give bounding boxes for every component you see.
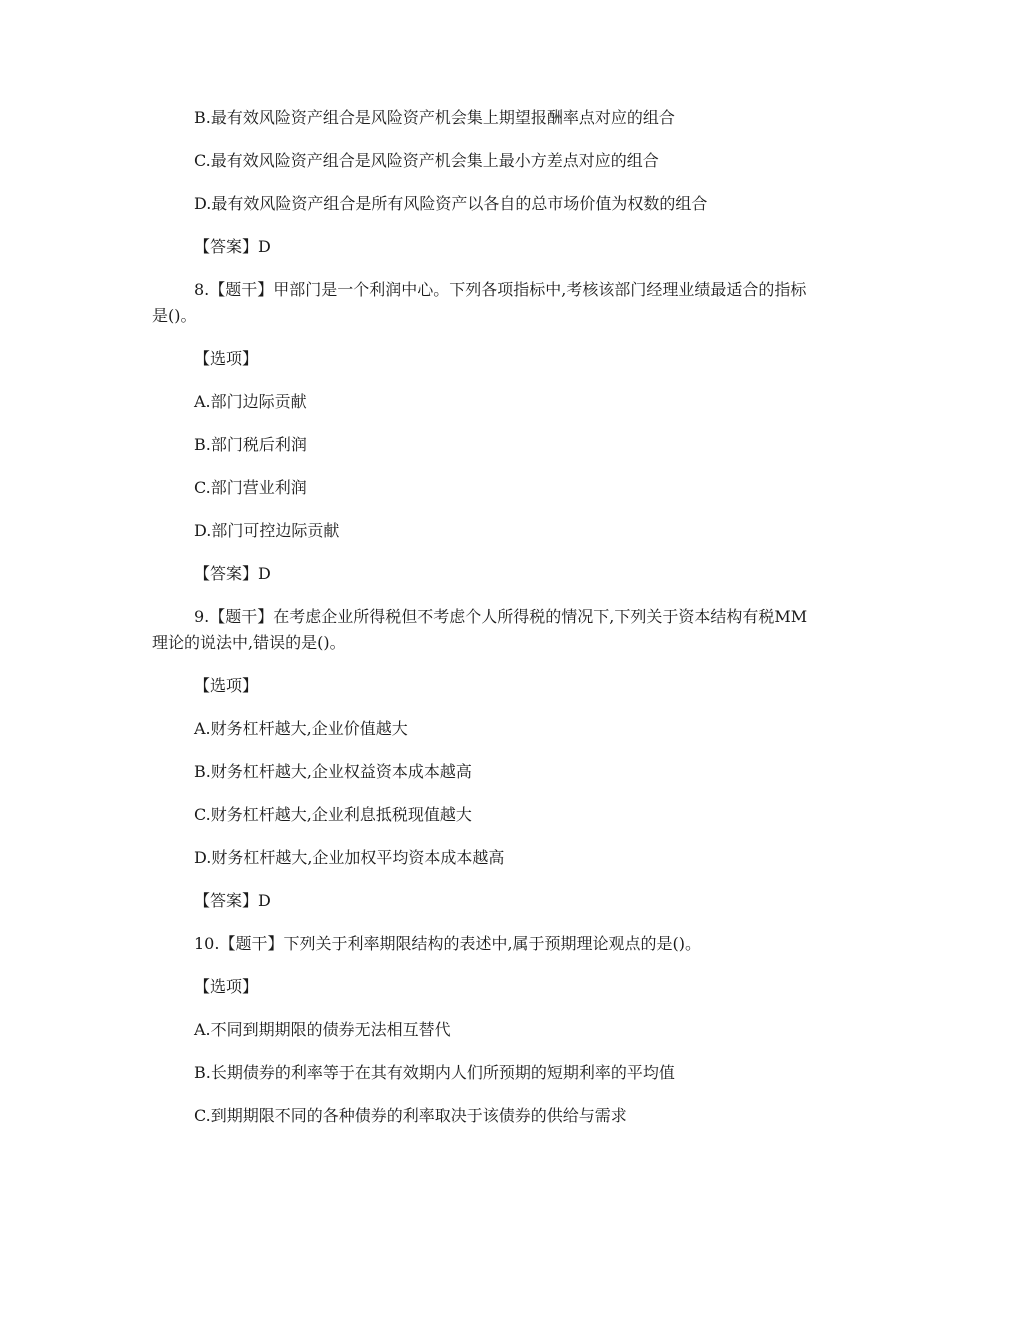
q9-option-a: A.财务杠杆越大,企业价值越大 bbox=[194, 719, 408, 738]
q8-option-b: B.部门税后利润 bbox=[194, 435, 307, 454]
q9-stem-line2: 理论的说法中,错误的是()。 bbox=[152, 633, 346, 652]
q7-option-b: B.最有效风险资产组合是风险资产机会集上期望报酬率点对应的组合 bbox=[194, 108, 675, 127]
q8-option-d: D.部门可控边际贡献 bbox=[194, 521, 340, 540]
q7-answer: 【答案】D bbox=[194, 237, 271, 256]
q10-option-c: C.到期期限不同的各种债券的利率取决于该债券的供给与需求 bbox=[194, 1106, 627, 1125]
q8-answer: 【答案】D bbox=[194, 564, 271, 583]
q10-option-b: B.长期债券的利率等于在其有效期内人们所预期的短期利率的平均值 bbox=[194, 1063, 675, 1082]
q9-option-c: C.财务杠杆越大,企业利息抵税现值越大 bbox=[194, 805, 472, 824]
q9-answer: 【答案】D bbox=[194, 891, 271, 910]
q8-stem-line2: 是()。 bbox=[152, 306, 197, 325]
q8-options-label: 【选项】 bbox=[194, 349, 259, 368]
q8-stem-line1: 8.【题干】甲部门是一个利润中心。下列各项指标中,考核该部门经理业绩最适合的指标 bbox=[194, 280, 807, 299]
q10-options-label: 【选项】 bbox=[194, 977, 259, 996]
q7-option-d: D.最有效风险资产组合是所有风险资产以各自的总市场价值为权数的组合 bbox=[194, 194, 708, 213]
q8-option-c: C.部门营业利润 bbox=[194, 478, 307, 497]
q9-option-d: D.财务杠杆越大,企业加权平均资本成本越高 bbox=[194, 848, 505, 867]
q10-stem-line1: 10.【题干】下列关于利率期限结构的表述中,属于预期理论观点的是()。 bbox=[194, 934, 702, 953]
q9-stem-line1: 9.【题干】在考虑企业所得税但不考虑个人所得税的情况下,下列关于资本结构有税MM bbox=[194, 607, 808, 626]
q8-option-a: A.部门边际贡献 bbox=[194, 392, 307, 411]
q9-option-b: B.财务杠杆越大,企业权益资本成本越高 bbox=[194, 762, 472, 781]
q7-option-c: C.最有效风险资产组合是风险资产机会集上最小方差点对应的组合 bbox=[194, 151, 659, 170]
q10-option-a: A.不同到期期限的债券无法相互替代 bbox=[194, 1020, 451, 1039]
q9-options-label: 【选项】 bbox=[194, 676, 259, 695]
